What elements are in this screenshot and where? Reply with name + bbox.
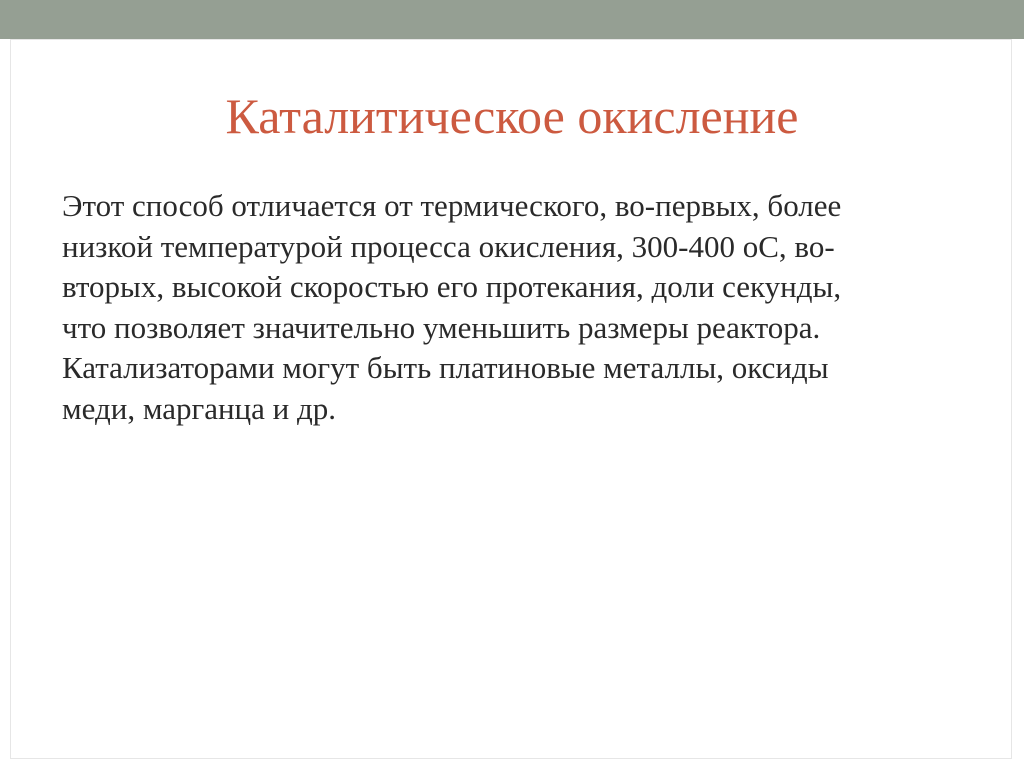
body-line: вторых, высокой скоростью его протекания, доли секунды, [62, 269, 842, 304]
body-line: меди, марганца и др. [62, 390, 337, 426]
body-line: Катализаторами могут быть платиновые металлы, оксиды [62, 350, 829, 385]
body-line: Этот способ отличается от термического, во-первых, более [62, 188, 842, 223]
slide-title: Каталитическое окисление [225, 88, 799, 144]
body-line: что позволяет значительно уменьшить размеры реактора. [62, 309, 821, 345]
body-line: низкой температурой процесса окисления, 300-400 оС, во- [62, 228, 835, 264]
top-bar [0, 0, 1024, 39]
slide-body [62, 186, 962, 429]
